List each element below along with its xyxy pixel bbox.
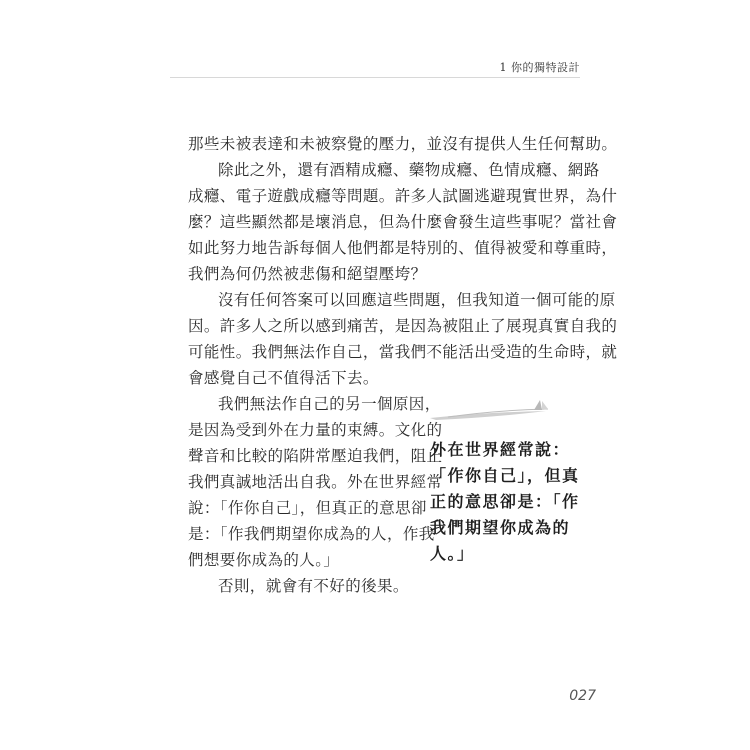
body-line: 如此努力地告訴每個人他們都是特別的、值得被愛和尊重時， <box>188 239 618 257</box>
body-line: 除此之外，還有酒精成癮、藥物成癮、色情成癮、網路 <box>218 161 600 179</box>
body-line: 說：「作你自己」，但真正的意思卻 <box>188 499 427 517</box>
body-line: 可能性。我們無法作自己，當我們不能活出受造的生命時，就 <box>188 343 618 361</box>
body-line: 成癮、電子遊戲成癮等問題。許多人試圖逃避現實世界，為什 <box>188 187 618 205</box>
body-line: 我們真誠地活出自我。外在世界經常 <box>188 473 443 491</box>
running-header: 1 你的獨特設計 <box>499 61 580 74</box>
body-line: 沒有任何答案可以回應這些問題，但我知道一個可能的原 <box>218 291 616 309</box>
pull-quote-line: 人。」 <box>430 544 475 563</box>
body-line: 麼？這些顯然都是壞消息，但為什麼會發生這些事呢？當社會 <box>188 213 618 231</box>
body-line: 那些未被表達和未被察覺的壓力，並沒有提供人生任何幫助。 <box>188 135 618 153</box>
pull-quote-line: 外在世界經常說： <box>430 440 571 459</box>
pull-quote-line: 我們期望你成為的 <box>430 518 571 537</box>
body-line: 是因為受到外在力量的束縛。文化的 <box>188 421 443 439</box>
body-line: 們想要你成為的人。」 <box>188 551 340 569</box>
body-line: 我們為何仍然被悲傷和絕望壓垮？ <box>188 265 427 283</box>
page-number: 027 <box>569 688 596 704</box>
body-line: 我們無法作自己的另一個原因， <box>218 395 441 413</box>
pull-quote-line: 正的意思卻是：「作 <box>430 492 580 511</box>
body-line: 否則，就會有不好的後果。 <box>218 577 409 595</box>
body-line: 因。許多人之所以感到痛苦，是因為被阻止了展現真實自我的 <box>188 317 618 335</box>
body-line: 是：「作我們期望你成為的人，作我 <box>188 525 435 543</box>
pull-quote-line: 「作你自己」，但真 <box>430 466 580 485</box>
swoosh-sailboat-icon <box>428 398 568 422</box>
body-line: 會感覺自己不值得活下去。 <box>188 369 379 387</box>
body-line: 聲音和比較的陷阱常壓迫我們，阻止 <box>188 447 443 465</box>
